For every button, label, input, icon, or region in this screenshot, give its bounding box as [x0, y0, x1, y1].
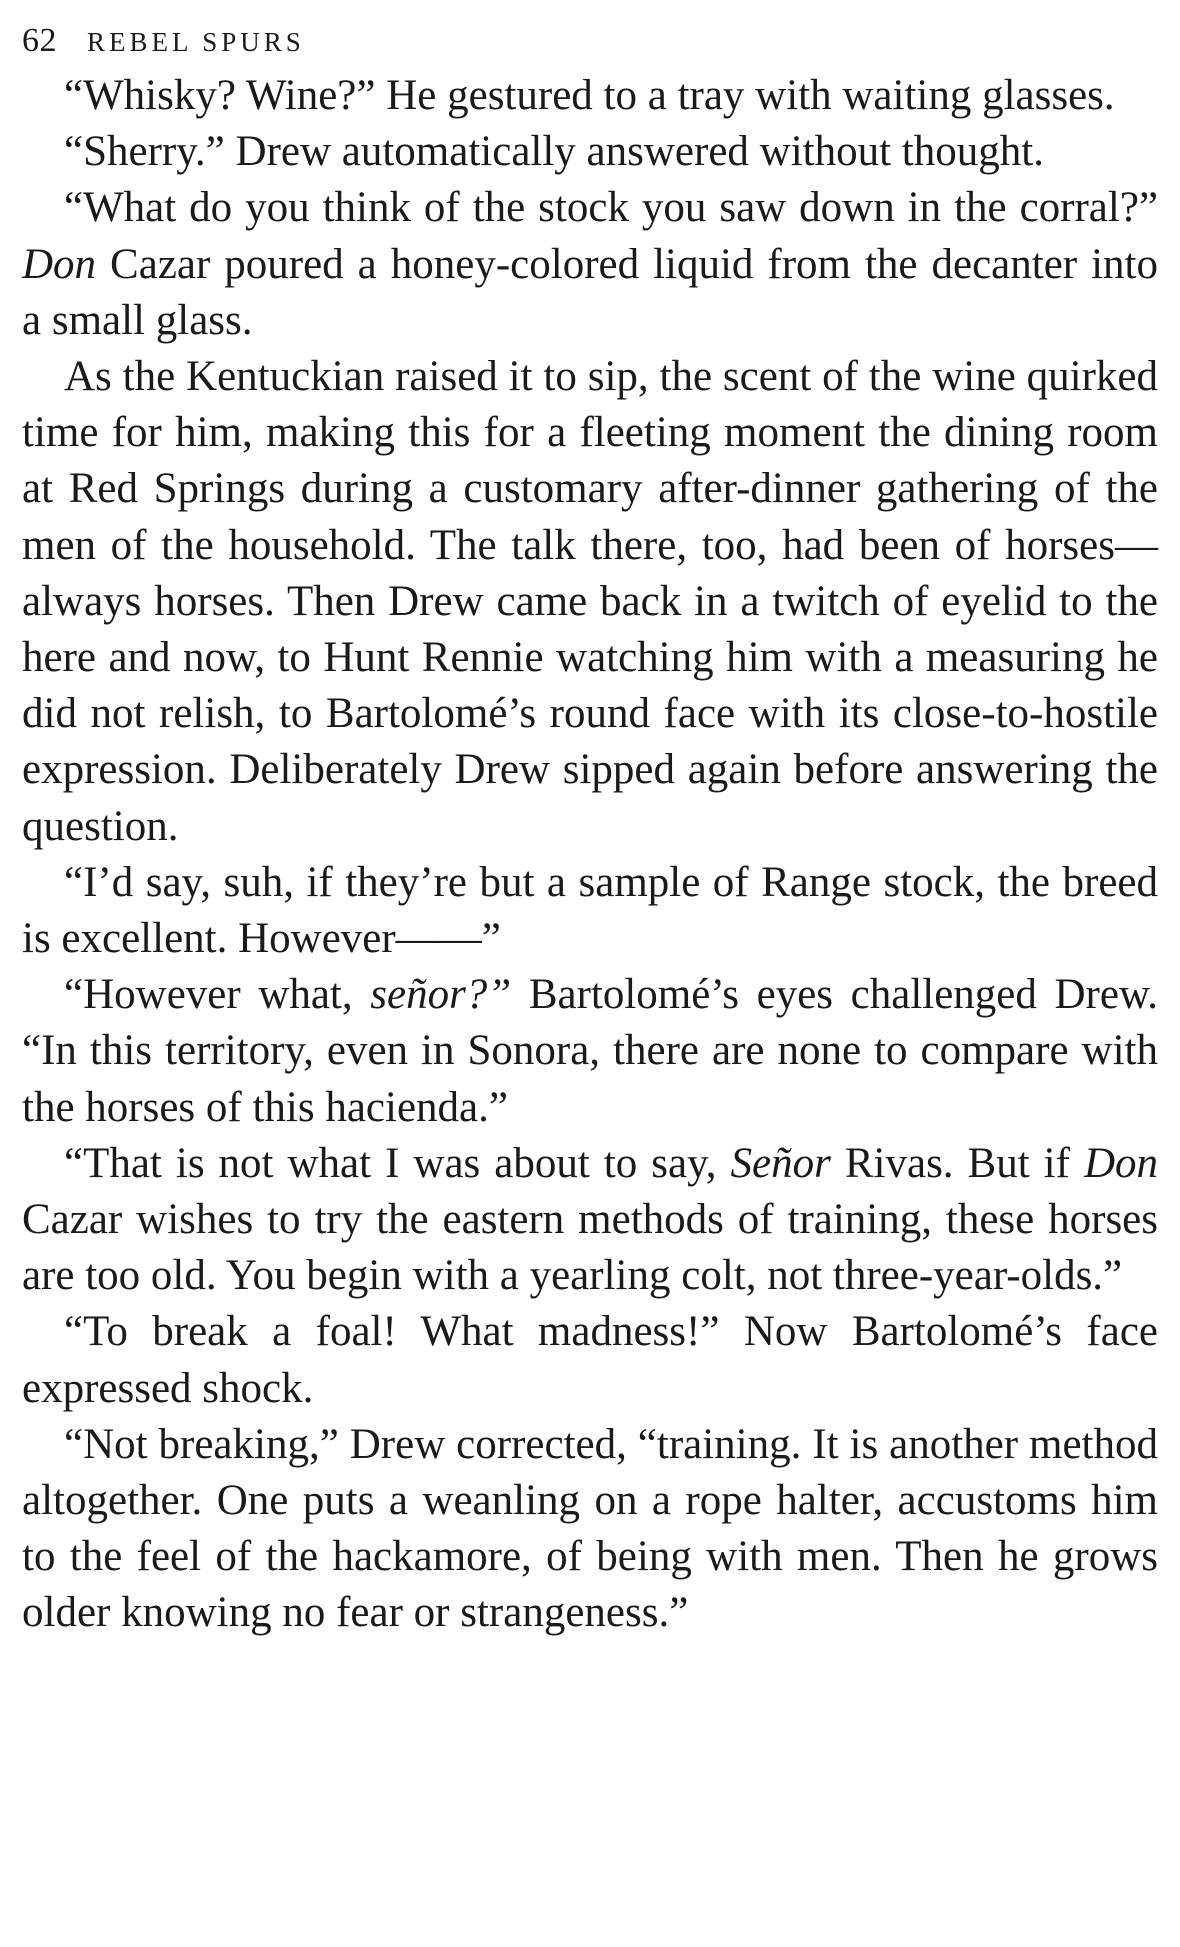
book-page: [22, 16, 1158, 1642]
paragraph: “However what, señor?” Bartolomé’s eyes challenged Drew. “In this territory, even in Sonora, there are none to compare with the horses of this hacienda.”: [22, 971, 1158, 1131]
paragraph: “What do you think of the stock you saw down in the corral?” Don Cazar poured a honey-colored liquid from the decanter into a small glass.: [22, 184, 1158, 344]
paragraph: As the Kentuckian raised it to sip, the scent of the wine quirked time for him, making this for a fleeting moment the dining room at Red Springs during a customary after-dinner gathering of the men of the household. The talk there, too, had been of horses—always horses. Then Drew came back in a twitch of eyelid to the here and now, to Hunt Rennie watching him with a measuring he did not relish, to Bartolomé’s round face with its close-to-hostile expression. Deliberately Drew sipped again before answering the question.: [22, 353, 1158, 850]
paragraph: “Whisky? Wine?” He gestured to a tray with waiting glasses.: [64, 72, 1115, 119]
running-head: [22, 16, 1158, 66]
page-number: 62: [22, 22, 57, 59]
paragraph: “Sherry.” Drew automatically answered without thought.: [64, 128, 1044, 176]
paragraph: “Not breaking,” Drew corrected, “training. It is another method altogether. One puts a weanling on a rope halter, accustoms him to the feel of the hackamore, of being with men. Then he grows older knowing no fear or strangeness.”: [22, 1420, 1158, 1637]
paragraph: “To break a foal! What madness!” Now Bartolomé’s face expressed shock.: [22, 1308, 1158, 1412]
body-text: [22, 68, 1158, 1642]
book-title: REBEL SPURS: [87, 27, 305, 57]
paragraph: “That is not what I was about to say, Señor Rivas. But if Don Cazar wishes to try the eastern methods of training, these horses are too old. You begin with a yearling colt, not three-year-olds.”: [22, 1139, 1159, 1300]
paragraph: “I’d say, suh, if they’re but a sample of Range stock, the breed is excellent. However——”: [22, 858, 1158, 963]
